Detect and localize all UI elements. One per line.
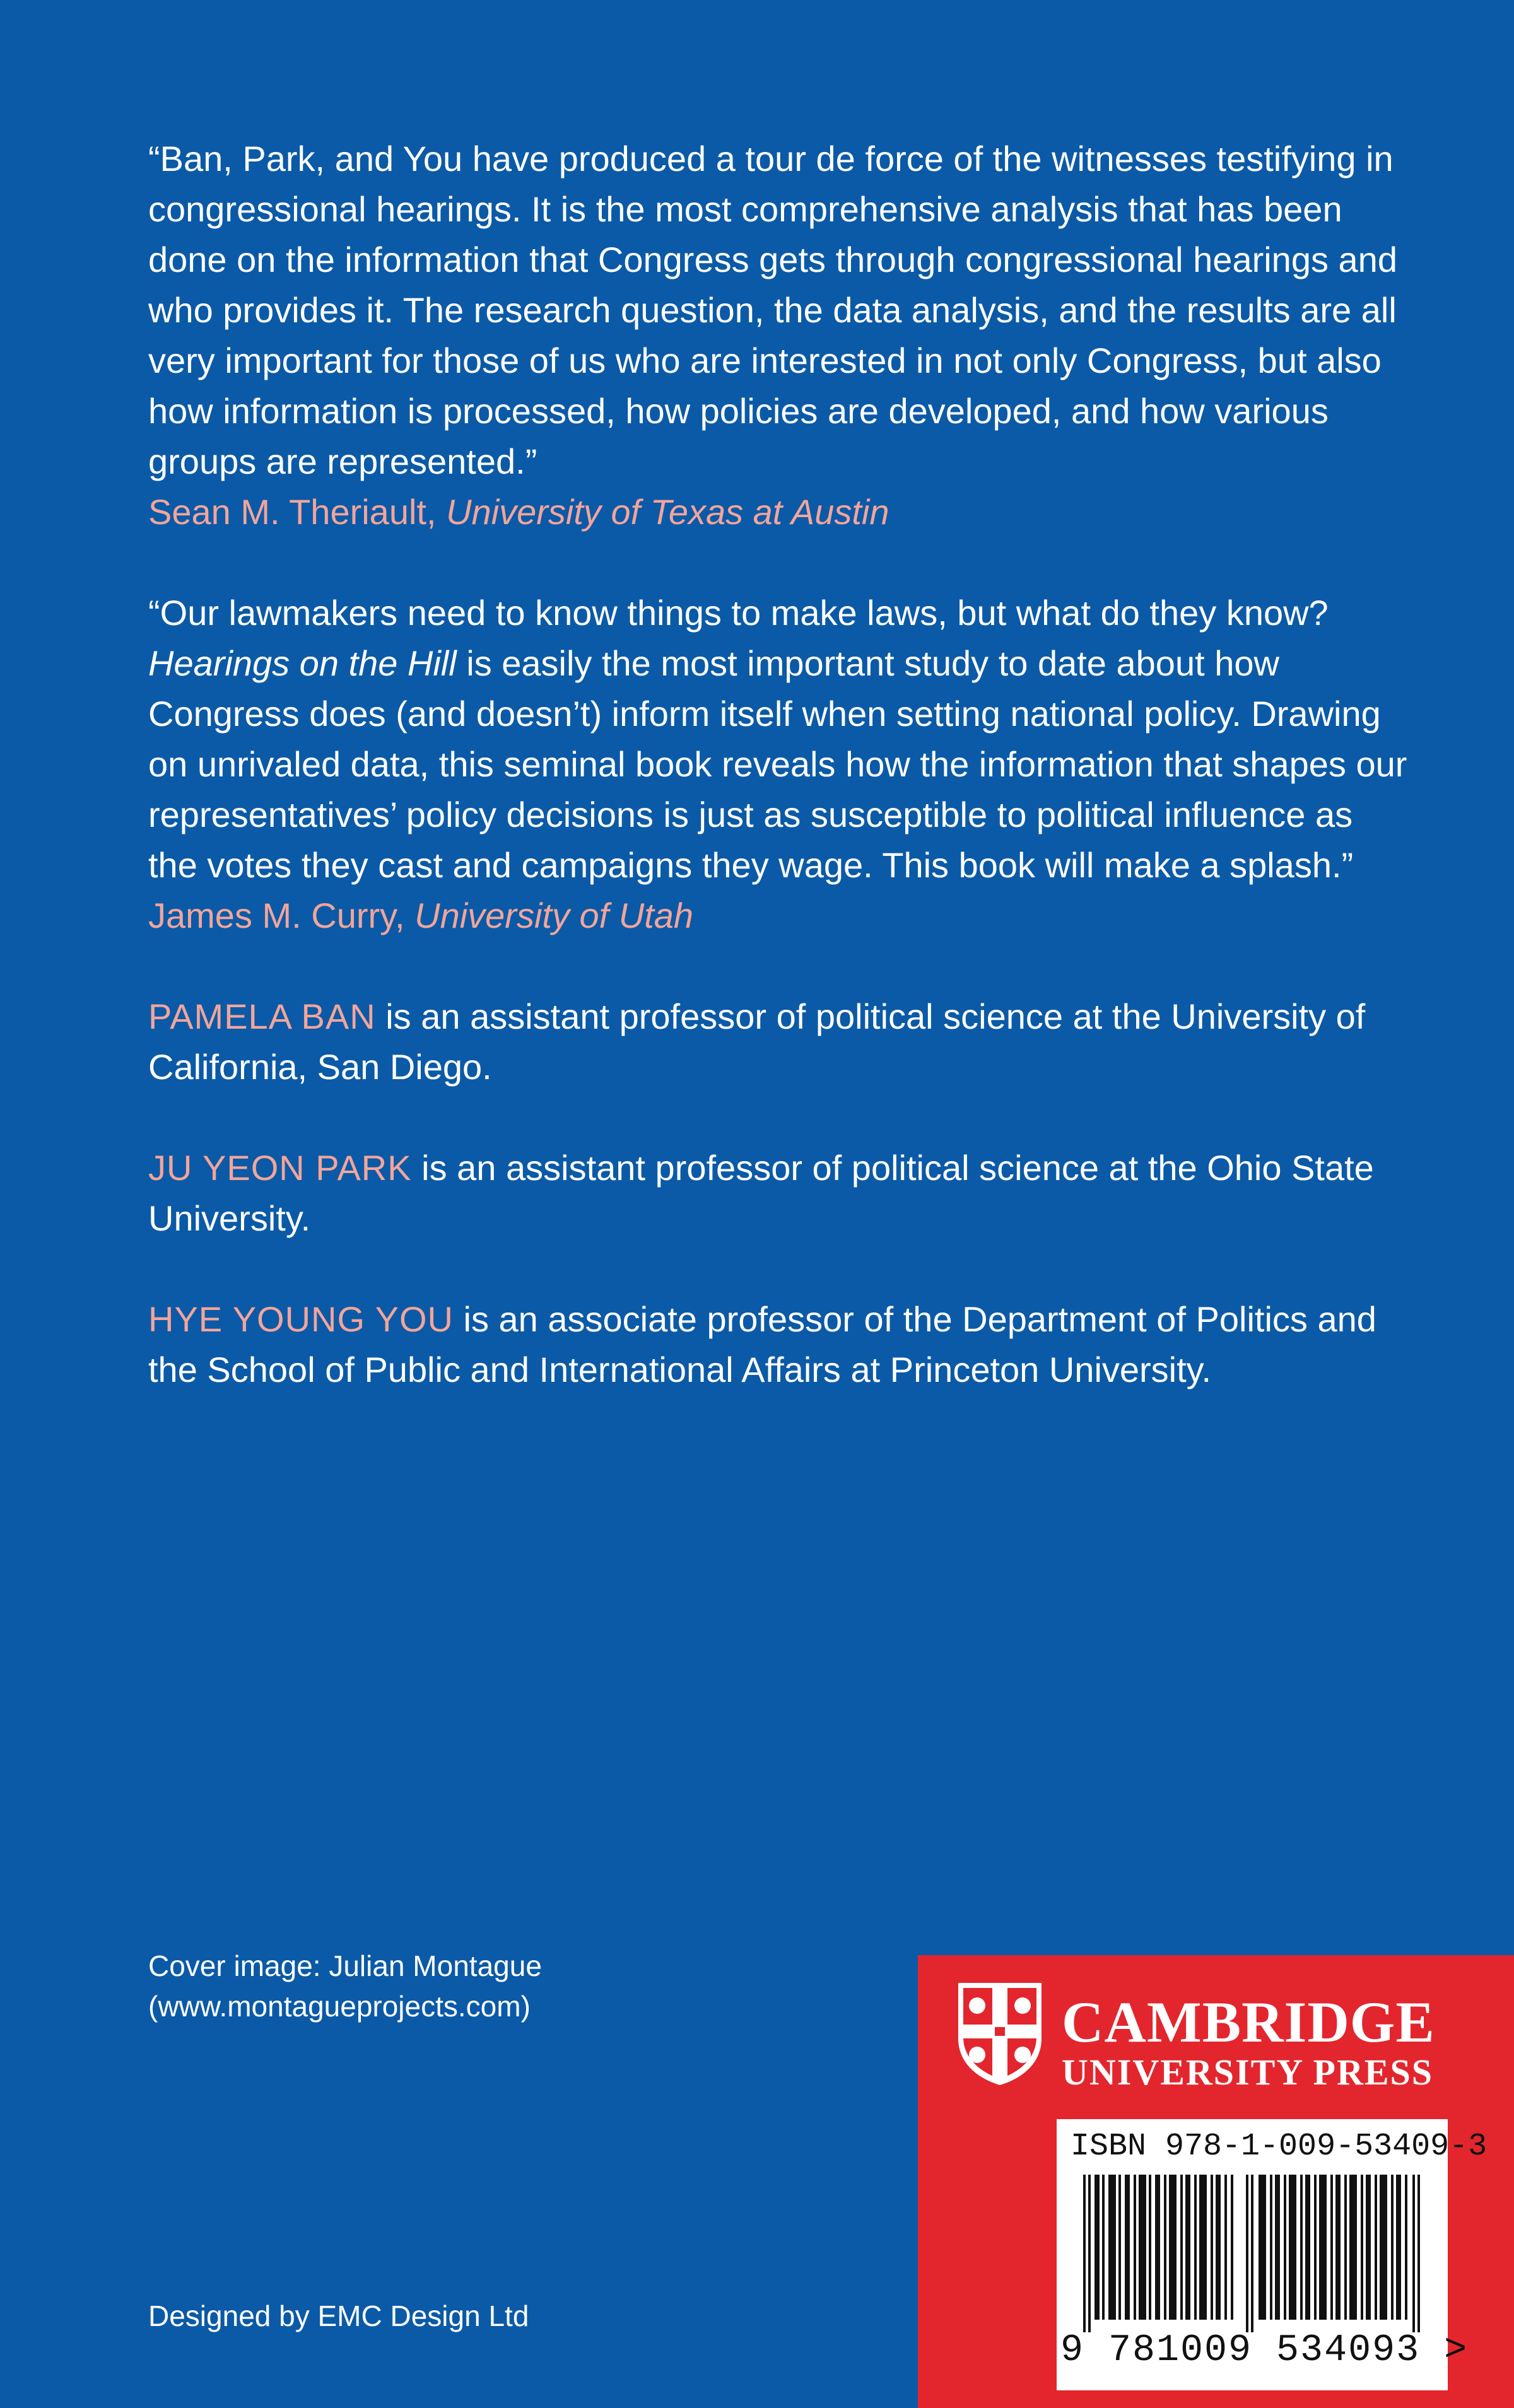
quote-author: Sean M. Theriault	[148, 492, 426, 532]
barcode-graphic	[1083, 2175, 1424, 2332]
quote-institution: University of Texas at Austin	[446, 492, 889, 532]
publisher-panel	[918, 1955, 1514, 2408]
endorsement-quote: “Our lawmakers need to know things to make laws, but what do they know? Hearings on the Hill is easily the most important study to date about how Congress does (and doesn’t) inform itself when setting national policy. Drawing on unrivaled data, this seminal book reveals how the information that shapes our representatives’ policy decisions is just as susceptible to political influence as the votes they cast and campaigns they wage. This book will make a splash.”	[148, 593, 1407, 885]
quote-institution: University of Utah	[414, 896, 694, 935]
publisher-name: CAMBRIDGE UNIVERSITY PRESS	[1062, 1990, 1435, 2093]
cambridge-shield-icon	[956, 1980, 1044, 2086]
isbn-label: ISBN 978-1-009-53409-3	[1071, 2129, 1488, 2165]
book-title: Hearings on the Hill	[148, 643, 457, 683]
quote-block-1	[148, 134, 1410, 537]
author-bio	[148, 991, 1410, 1092]
main-text	[148, 134, 1410, 1446]
endorsement-quote: “Ban, Park, and You have produced a tour de force of the witnesses testifying in congressional hearings. It is the most comprehensive analysis that has been done on the information that Congress gets through congressional hearings and who provides it. The research question, the data analysis, and the results are all very important for those of us who are interested in not only Congress, but also how information is processed, how policies are developed, and how various groups are represented.”	[148, 139, 1397, 481]
isbn-barcode	[1057, 2119, 1488, 2390]
quote-attribution: James M. Curry, University of Utah	[148, 896, 694, 935]
author-description: is an associate professor of the Department of Politics and the School of Public and International Affairs at Princeton University.	[148, 1299, 1376, 1389]
quote-attribution: Sean M. Theriault, University of Texas at Austin	[148, 492, 889, 532]
author-bio	[148, 1143, 1410, 1244]
publisher-logo	[956, 1980, 1514, 2107]
author-description: is an assistant professor of political science at the Ohio State University.	[148, 1148, 1374, 1238]
cover-image-credit: Cover image: Julian Montague (www.montagueprojects.com)	[148, 1949, 542, 2023]
author-name: JU YEON PARK	[148, 1148, 412, 1188]
quote-block-2	[148, 588, 1410, 941]
author-bio	[148, 1294, 1410, 1395]
designer-credit: Designed by EMC Design Ltd	[148, 2300, 529, 2332]
author-name: HYE YOUNG YOU	[148, 1299, 454, 1339]
barcode-number: 9 781009 534093 >	[1060, 2329, 1469, 2372]
author-description: is an assistant professor of political science at the University of California, San Diego.	[148, 997, 1366, 1087]
quote-author: James M. Curry	[148, 896, 395, 935]
author-name: PAMELA BAN	[148, 997, 376, 1036]
